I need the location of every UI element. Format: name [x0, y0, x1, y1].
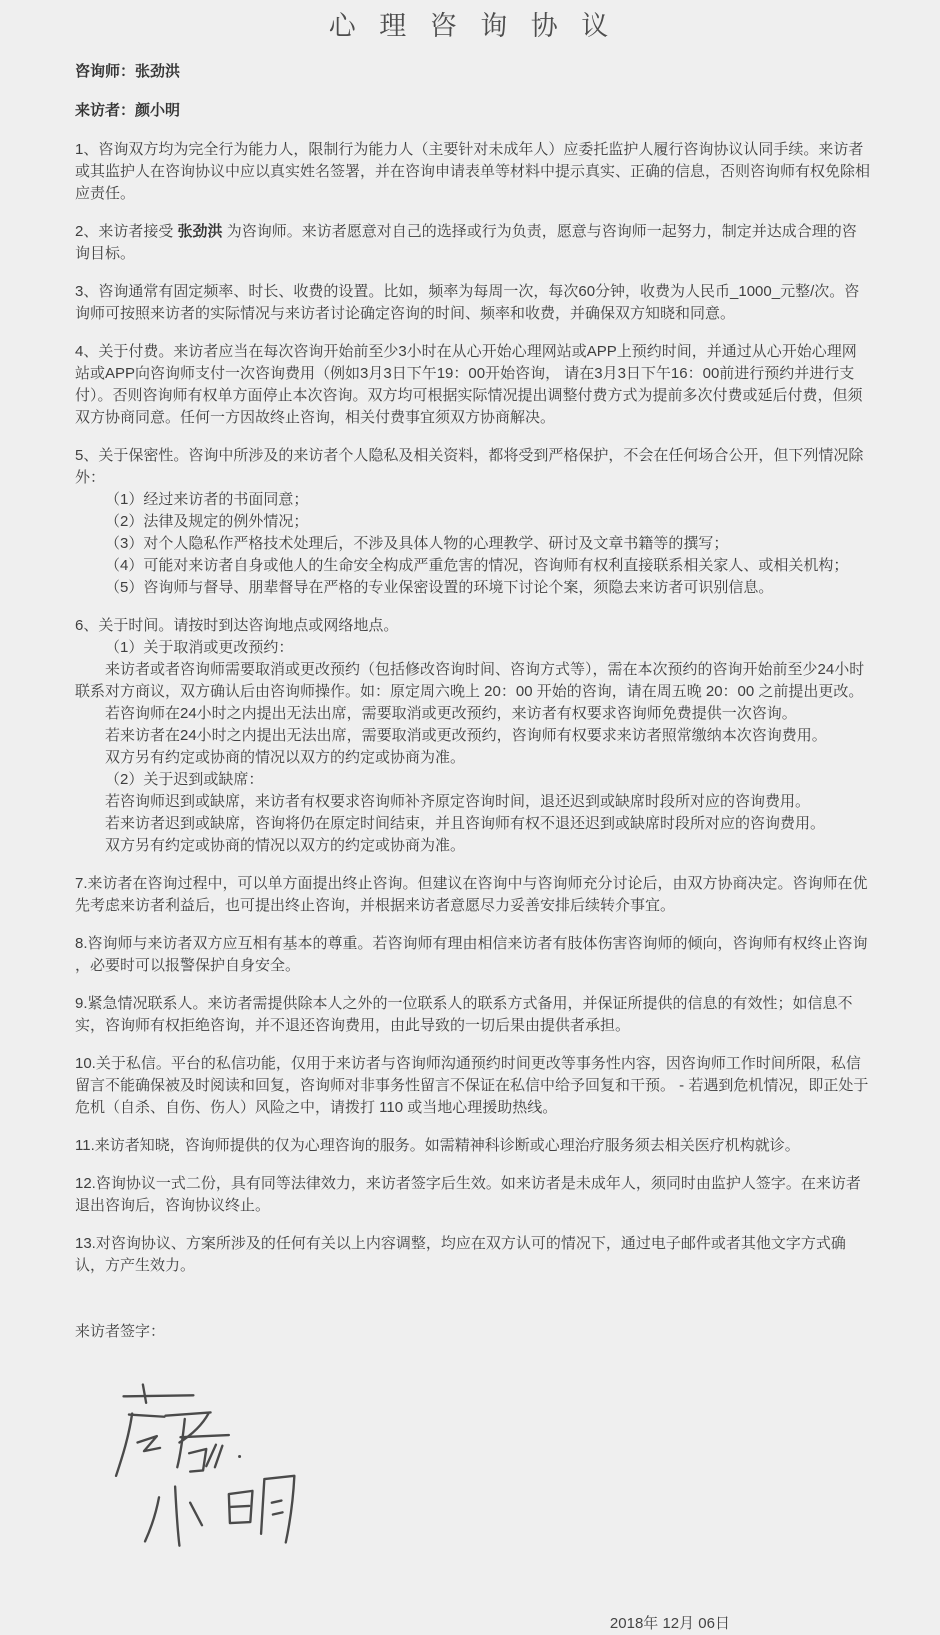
paragraph-line: （1）经过来访者的书面同意；: [105, 491, 309, 508]
visitor-name: 颜小明: [135, 102, 181, 119]
paragraph-line: 12.咨询协议一式二份，具有同等法律效力，来访者签字后生效。如来访者是未成年人，须同时由监护人签字。在来访者退出咨询后，咨询协议终止。: [75, 1175, 861, 1214]
paragraph-line: 3、咨询通常有固定频率、时长、收费的设置。比如，频率为每周一次，每次60分钟，收费为人民币_1000_元整/次。咨询师可按照来访者的实际情况与来访者讨论确定咨询的时间、频率和收费，并确保双方知晓和同意。: [75, 283, 860, 322]
paragraph-block: [75, 1135, 870, 1157]
paragraph-line: 7.来访者在咨询过程中，可以单方面提出终止咨询。但建议在咨询中与咨询师充分讨论后，由双方协商决定。咨询师在优先考虑来访者利益后，也可提出终止咨询，并根据来访者意愿尽力妥善安排后续转介事宜。: [75, 875, 868, 914]
paragraph-block: [75, 873, 870, 917]
paragraph-block: [75, 993, 870, 1037]
paragraph-block: [75, 341, 870, 429]
paragraph-line: 5、关于保密性。咨询中所涉及的来访者个人隐私及相关资料，都将受到严格保护，不会在任何场合公开，但下列情况除外：: [75, 447, 864, 486]
page-title: 心 理 咨 询 协 议: [328, 11, 617, 41]
paragraph-block: [75, 615, 870, 857]
paragraph-line: 双方另有约定或协商的情况以双方的约定或协商为准。: [105, 749, 466, 766]
paragraph-line: （4）可能对来访者自身或他人的生命安全构成严重危害的情况，咨询师有权利直接联系相关家人、或相关机构；: [105, 557, 849, 574]
paragraph-block: [75, 221, 870, 265]
paragraph-line: 若来访者在24小时之内提出无法出席，需要取消或更改预约，咨询师有权要求来访者照常缴纳本次咨询费用。: [105, 727, 827, 744]
agreement-body: [75, 139, 870, 1277]
paragraph-line: 2、来访者接受 张劲洪 为咨询师。来访者愿意对自己的选择或行为负责，愿意与咨询师一起努力，制定并达成合理的咨询目标。: [75, 223, 857, 262]
handwritten-signature: [107, 1377, 870, 1565]
paragraph-block: [75, 139, 870, 205]
paragraph-line: 11.来访者知晓，咨询师提供的仅为心理咨询的服务。如需精神科诊断或心理治疗服务须去相关医疗机构就诊。: [75, 1137, 800, 1154]
signature-date: 2018年 12月 06日: [609, 1615, 730, 1632]
paragraph-line: 1、咨询双方均为完全行为能力人，限制行为能力人（主要针对未成年人）应委托监护人履行咨询协议认同手续。来访者或其监护人在咨询协议中应以真实姓名签署，并在咨询申请表单等材料中提示真实、正确的信息，否则咨询师有权免除相应责任。: [75, 141, 871, 202]
paragraph-line: 双方另有约定或协商的情况以双方的约定或协商为准。: [105, 837, 466, 854]
paragraph-line: （1）关于取消或更改预约：: [105, 639, 294, 656]
paragraph-block: [75, 1173, 870, 1217]
visitor-label: 来访者：: [75, 102, 136, 119]
paragraph-line: 8.咨询师与来访者双方应互相有基本的尊重。若咨询师有理由相信来访者有肢体伤害咨询师的倾向，咨询师有权终止咨询 ，必要时可以报警保护自身安全。: [75, 935, 868, 974]
paragraph-line: （2）法律及规定的例外情况；: [105, 513, 309, 530]
paragraph-block: [75, 1053, 870, 1119]
paragraph-line: 6、关于时间。请按时到达咨询地点或网络地点。: [75, 617, 399, 634]
paragraph-line: （5）咨询师与督导、朋辈督导在严格的专业保密设置的环境下讨论个案，须隐去来访者可识别信息。: [105, 579, 774, 596]
paragraph-line: （3）对个人隐私作严格技术处理后，不涉及具体人物的心理教学、研讨及文章书籍等的撰写；: [105, 535, 729, 552]
paragraph-line: 若咨询师迟到或缺席，来访者有权要求咨询师补齐原定咨询时间，退还迟到或缺席时段所对应的咨询费用。: [105, 793, 811, 810]
paragraph-line: 若咨询师在24小时之内提出无法出席，需要取消或更改预约，来访者有权要求咨询师免费提供一次咨询。: [105, 705, 797, 722]
counselor-name: 张劲洪: [135, 63, 181, 80]
paragraph-block: [75, 1233, 870, 1277]
paragraph-line: 13.对咨询协议、方案所涉及的任何有关以上内容调整，均应在双方认可的情况下，通过电子邮件或者其他文字方式确认，方产生效力。: [75, 1235, 846, 1274]
counselor-line: [75, 61, 870, 83]
paragraph-block: [75, 281, 870, 325]
paragraph-block: [75, 445, 870, 599]
paragraph-line: （2）关于迟到或缺席：: [105, 771, 264, 788]
signature-strokes-icon: [107, 1377, 312, 1565]
counselor-label: 咨询师：: [75, 63, 136, 80]
paragraph-line: 来访者或者咨询师需要取消或更改预约（包括修改咨询时间、咨询方式等），需在本次预约的咨询开始前至少24小时联系对方商议，双方确认后由咨询师操作。如：原定周六晚上 20：00 开始的咨询，请在周五晚 20：00 之前提出更改。: [75, 661, 865, 700]
signature-section: [75, 1321, 870, 1565]
paragraph-line: 9.紧急情况联系人。来访者需提供除本人之外的一位联系人的联系方式备用，并保证所提供的信息的有效性；如信息不实，咨询师有权拒绝咨询，并不退还咨询费用，由此导致的一切后果由提供者承担。: [75, 995, 853, 1034]
signature-label: 来访者签字：: [75, 1323, 166, 1340]
paragraph-block: [75, 933, 870, 977]
paragraph-line: 4、关于付费。来访者应当在每次咨询开始前至少3小时在从心开始心理网站或APP上预约时间，并通过从心开始心理网站或APP向咨询师支付一次咨询费用（例如3月3日下午19：00开始咨询， 请在3月3日下午16：00前进行预约并进行支付）。否则咨询师有权单方面停止本次咨询。双方均可根据实际情况提出调整付费方式为提前多次付费或延后付费，但须双方协商同意。任何一方因故终止咨询，相关付费事宜须双方协商解决。: [75, 343, 863, 426]
paragraph-line: 10.关于私信。平台的私信功能，仅用于来访者与咨询师沟通预约时间更改等事务性内容，因咨询师工作时间所限，私信留言不能确保被及时阅读和回复，咨询师对非事务性留言不保证在私信中给予回复和干预。 - 若遇到危机情况，即正处于危机（自杀、自伤、伤人）风险之中，请拨打 110 或当地心理援助热线。: [75, 1055, 869, 1116]
paragraph-line: 若来访者迟到或缺席，咨询将仍在原定时间结束，并且咨询师有权不退还迟到或缺席时段所对应的咨询费用。: [105, 815, 826, 832]
visitor-line: [75, 100, 870, 122]
